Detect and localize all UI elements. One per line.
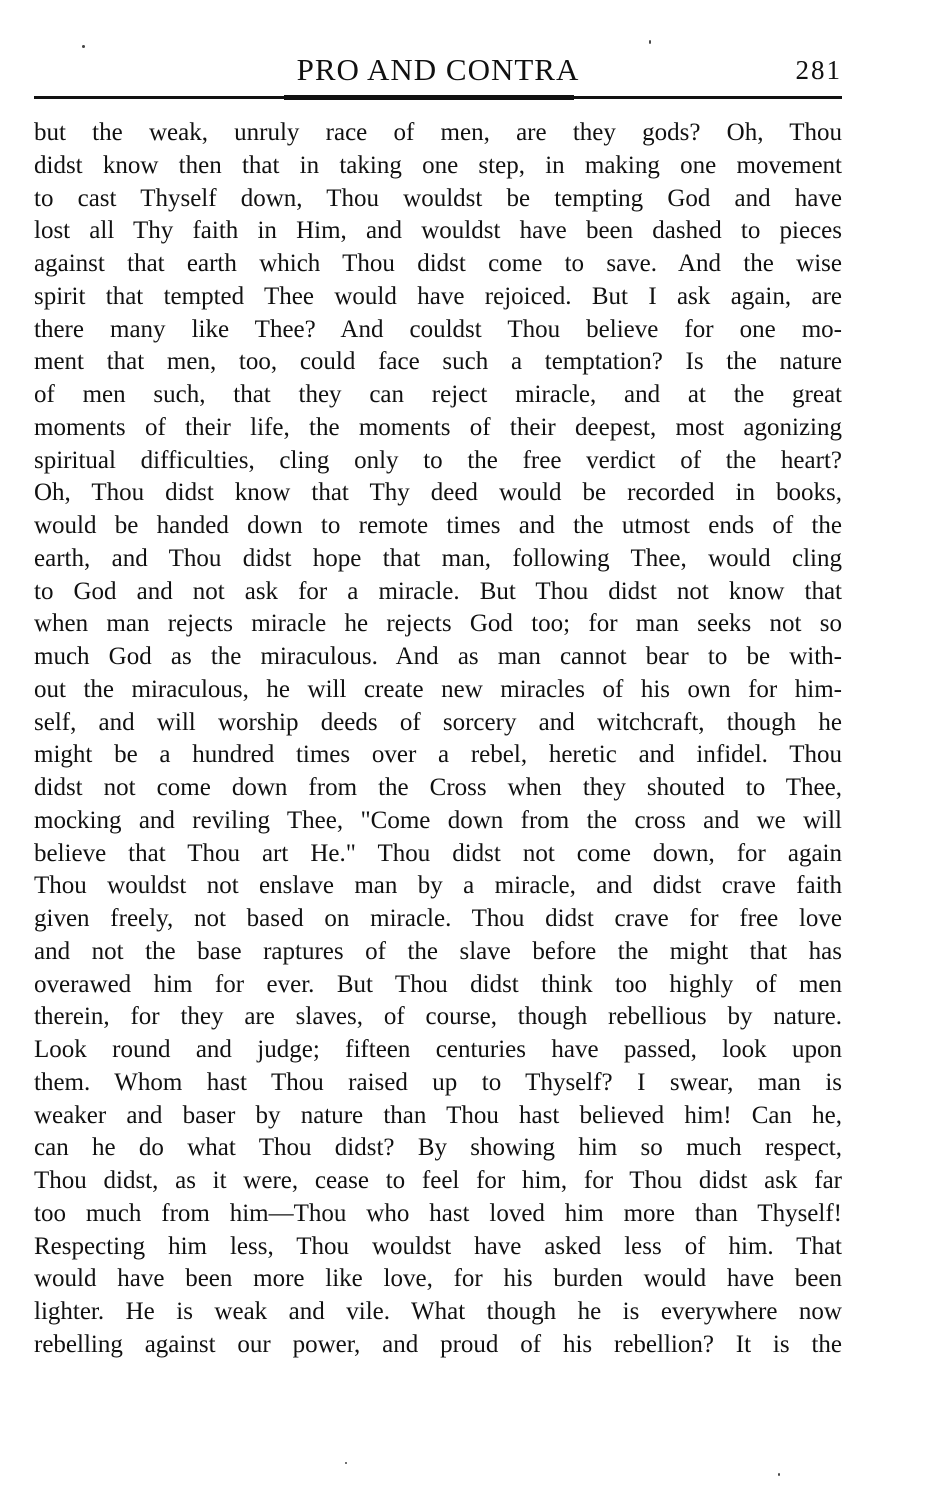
- text-line: spirit that tempted Thee would have rejoiced. But I ask again, are: [34, 282, 842, 310]
- text-line: out the miraculous, he will create new miracles of his own for him-: [34, 675, 842, 703]
- text-line: much God as the miraculous. And as man cannot bear to be with-: [34, 643, 842, 670]
- text-line: too much from him—Thou who hast loved him more than Thyself!: [34, 1199, 842, 1227]
- text-line: lost all Thy faith in Him, and wouldst have been dashed to pieces: [34, 217, 842, 245]
- text-line: there many like Thee? And couldst Thou believe for one mo-: [34, 315, 842, 343]
- text-line: would have been more like love, for his burden would have been: [34, 1265, 842, 1293]
- running-head: [34, 50, 842, 90]
- header-rule-center: [284, 95, 574, 100]
- text-line: therein, for they are slaves, of course, though rebellious by nature.: [34, 1003, 842, 1031]
- text-line: weaker and baser by nature than Thou hast believed him! Can he,: [34, 1101, 842, 1129]
- text-line: believe that Thou art He." Thou didst not come down, for again: [34, 839, 842, 867]
- text-line: of men such, that they can reject miracle, and at the great: [34, 381, 842, 408]
- text-line: Oh, Thou didst know that Thy deed would be recorded in books,: [34, 479, 842, 507]
- text-line: Respecting him less, Thou wouldst have asked less of him. That: [34, 1232, 842, 1260]
- text-line: mocking and reviling Thee, "Come down from the cross and we will: [34, 806, 842, 834]
- text-line: didst know then that in taking one step, in making one movement: [34, 151, 842, 179]
- text-line: Look round and judge; fifteen centuries have passed, look upon: [34, 1036, 842, 1063]
- page-number: 281: [795, 55, 842, 85]
- scan-speck: [82, 45, 85, 48]
- text-line: would be handed down to remote times and the utmost ends of the: [34, 512, 842, 539]
- text-line: can he do what Thou didst? By showing him so much respect,: [34, 1134, 842, 1162]
- book-page: [34, 0, 842, 1500]
- text-line: when man rejects miracle he rejects God too; for man seeks not so: [34, 610, 842, 638]
- scan-speck: [649, 40, 651, 44]
- text-line: might be a hundred times over a rebel, heretic and infidel. Thou: [34, 741, 842, 769]
- text-line: but the weak, unruly race of men, are they gods? Oh, Thou: [34, 119, 842, 146]
- text-line: moments of their life, the moments of their deepest, most agonizing: [34, 413, 842, 441]
- running-title: PRO AND CONTRA: [296, 52, 580, 87]
- text-line: overawed him for ever. But Thou didst think too highly of men: [34, 970, 842, 998]
- body-text: [34, 117, 842, 1362]
- text-line: and not the base raptures of the slave before the might that has: [34, 937, 842, 965]
- text-line: Thou wouldst not enslave man by a miracle, and didst crave faith: [34, 872, 842, 900]
- text-line: ment that men, too, could face such a temptation? Is the nature: [34, 348, 842, 376]
- text-line: Thou didst, as it were, cease to feel for him, for Thou didst ask far: [34, 1167, 842, 1194]
- text-line: self, and will worship deeds of sorcery and witchcraft, though he: [34, 708, 842, 736]
- scan-speck: [345, 1462, 347, 1464]
- scan-speck: [778, 1473, 780, 1476]
- text-line: them. Whom hast Thou raised up to Thyself? I swear, man is: [34, 1068, 842, 1096]
- text-line: to cast Thyself down, Thou wouldst be tempting God and have: [34, 184, 842, 212]
- text-line: given freely, not based on miracle. Thou didst crave for free love: [34, 905, 842, 932]
- text-line: rebelling against our power, and proud of his rebellion? It is the: [34, 1330, 842, 1358]
- text-line: to God and not ask for a miracle. But Thou didst not know that: [34, 577, 842, 605]
- text-line: against that earth which Thou didst come to save. And the wise: [34, 250, 842, 277]
- text-line: earth, and Thou didst hope that man, following Thee, would cling: [34, 544, 842, 572]
- text-line: didst not come down from the Cross when they shouted to Thee,: [34, 774, 842, 801]
- text-line: spiritual difficulties, cling only to the free verdict of the heart?: [34, 446, 842, 474]
- text-line: lighter. He is weak and vile. What though he is everywhere now: [34, 1298, 842, 1325]
